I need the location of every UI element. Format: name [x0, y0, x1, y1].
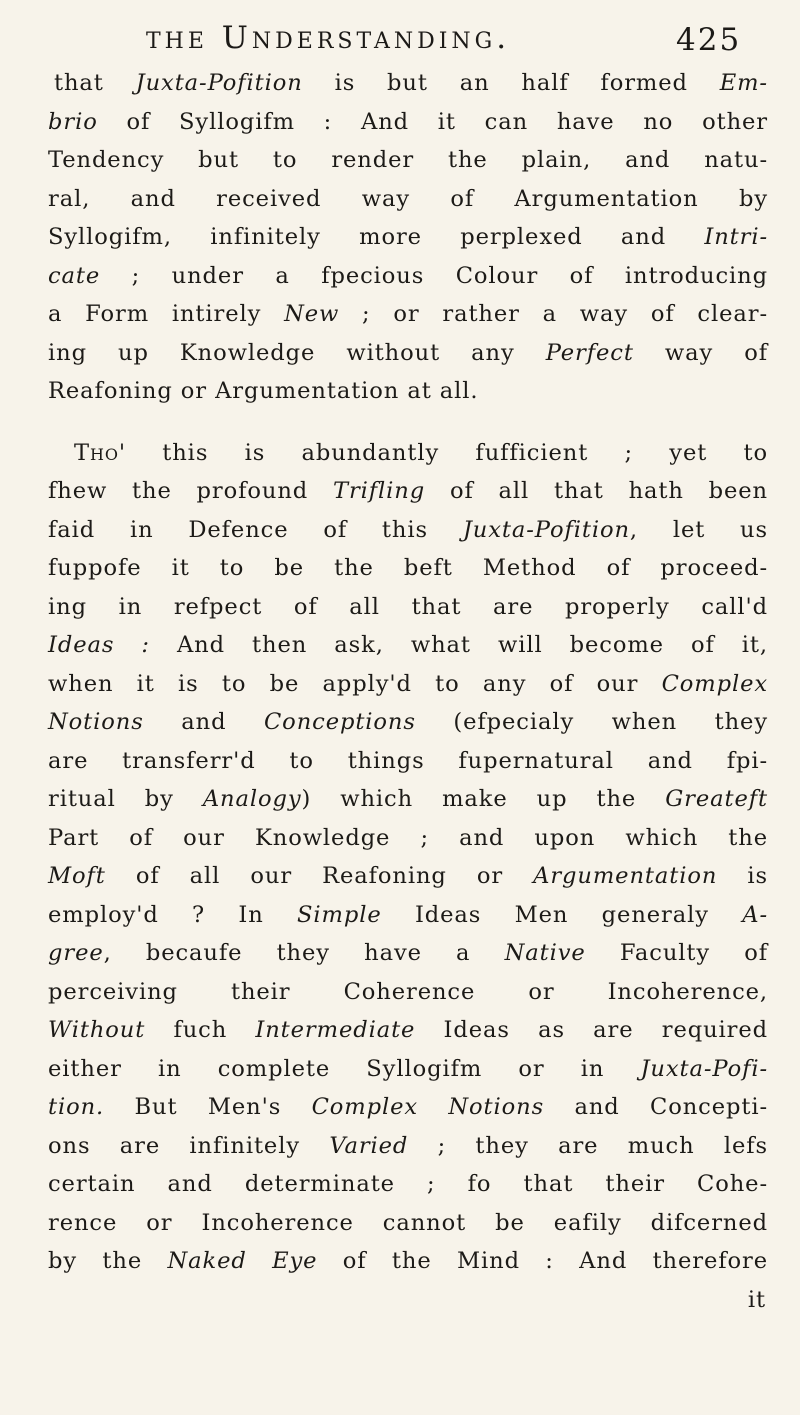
text-run: ; or rather a way of clear-: [339, 301, 768, 327]
italic-run: Analogy: [202, 786, 302, 812]
text-line: [48, 896, 768, 935]
text-run: ritual by: [48, 786, 203, 812]
paragraph-1: [48, 64, 768, 411]
text-line: [48, 1242, 768, 1281]
small-caps-run: Tho': [74, 439, 126, 466]
text-line: [48, 372, 768, 411]
text-line: [48, 434, 768, 473]
text-run: by the: [48, 1248, 168, 1274]
text-run: of all that hath been: [425, 478, 768, 504]
text-run: perceiving their Coherence or Incoherence,: [48, 978, 768, 1005]
text-run: Ideas as are required: [415, 1017, 768, 1043]
italic-run: Without: [48, 1017, 146, 1043]
italic-run: Native: [504, 940, 586, 966]
text-run: either in complete Syllogifm or in: [48, 1055, 641, 1082]
italic-run: A-: [742, 901, 768, 928]
text-run: Part of our Knowledge ; and upon which the: [48, 824, 768, 851]
italic-run: gree: [48, 940, 104, 966]
text-run: Faculty of: [585, 940, 768, 966]
text-run: Syllogifm, infinitely more perplexed and: [48, 224, 705, 250]
text-line: [48, 626, 768, 665]
italic-run: New: [284, 301, 340, 327]
text-line: [48, 334, 768, 373]
catchword: it: [747, 1286, 766, 1313]
text-line: [48, 549, 768, 588]
text-run: this is abundantly fufficient ; yet to: [125, 439, 768, 466]
italic-run: Em-: [719, 70, 768, 96]
text-run: of all our Reafoning or: [105, 863, 534, 889]
text-run: faid in Defence of this: [48, 516, 463, 543]
italic-run: cate: [48, 262, 101, 289]
text-run: fhew the profound: [48, 478, 333, 504]
text-run: Ideas Men generaly: [381, 901, 743, 928]
text-run: Tendency but to render the plain, and natu-: [48, 147, 768, 173]
running-title: the Understanding.: [146, 20, 511, 56]
text-line: [48, 1165, 768, 1204]
text-run: when it is to be apply'd to any of our: [48, 670, 662, 697]
text-run: ; under a fpecious Colour of introducing: [100, 262, 768, 289]
text-line: [48, 103, 768, 142]
text-line: [48, 1127, 768, 1166]
italic-run: Intri-: [704, 224, 768, 250]
text-line: [48, 819, 768, 858]
text-line: [48, 511, 768, 550]
text-line: [48, 665, 768, 704]
italic-run: Complex: [661, 670, 768, 697]
italic-run: Notions: [48, 709, 144, 735]
italic-run: Argumentation: [533, 863, 718, 889]
text-line: [48, 257, 768, 296]
italic-run: Naked Eye: [167, 1248, 318, 1274]
text-line: [48, 934, 768, 973]
italic-run: Complex Notions: [311, 1094, 545, 1120]
text-run: and Concepti-: [544, 1094, 768, 1120]
text-run: fuppofe it to be the beft Method of proceed-: [48, 555, 768, 581]
italic-run: Conceptions: [264, 709, 416, 735]
text-run: And then ask, what will become of it,: [149, 632, 768, 658]
text-line: [48, 973, 768, 1012]
text-run: Reafoning or Argumentation at all.: [48, 378, 479, 404]
text-run: is but an half formed: [302, 70, 720, 96]
text-run: ) which make up the: [301, 786, 666, 812]
text-run: But Men's: [104, 1094, 312, 1120]
body-text: [48, 64, 768, 1319]
italic-run: Juxta-Pofi-: [640, 1055, 768, 1082]
paragraph-gap: [48, 411, 768, 434]
text-line: [48, 1204, 768, 1243]
text-run: rence or Incoherence cannot be eafily difcerned: [48, 1209, 768, 1236]
text-line: [48, 780, 768, 819]
text-run: way of: [633, 339, 769, 366]
text-line: [48, 1011, 768, 1050]
text-run: that: [54, 70, 136, 96]
text-run: ons are infinitely: [48, 1132, 330, 1159]
text-line: [48, 1088, 768, 1127]
text-line: [48, 857, 768, 896]
italic-run: tion.: [48, 1094, 105, 1120]
text-run: of the Mind : And therefore: [317, 1248, 768, 1274]
page-header: [0, 16, 800, 64]
paragraph-2: [48, 434, 768, 1281]
text-run: and: [143, 709, 264, 735]
text-run: of Syllogifm : And it can have no other: [97, 108, 768, 135]
text-run: ral, and received way of Argumentation by: [48, 185, 768, 212]
text-run: ; they are much lefs: [408, 1132, 768, 1159]
italic-run: Perfect: [545, 339, 634, 366]
text-line: [48, 295, 768, 334]
italic-run: Varied: [329, 1132, 409, 1159]
text-line: [48, 64, 768, 103]
text-line: [48, 472, 768, 511]
text-run: , let us: [629, 516, 768, 543]
text-line: [48, 1050, 768, 1089]
text-run: certain and determinate ; fo that their Cohe-: [48, 1171, 768, 1197]
text-run: ing in refpect of all that are properly call'd: [48, 593, 768, 620]
text-run: are transferr'd to things fupernatural and fpi-: [48, 747, 768, 774]
text-run: fuch: [145, 1017, 256, 1043]
text-line: [48, 703, 768, 742]
text-run: (efpecialy when they: [415, 709, 768, 735]
text-run: a Form intirely: [48, 301, 285, 327]
text-line: [48, 742, 768, 781]
text-line: [48, 588, 768, 627]
text-run: employ'd ? In: [48, 901, 298, 928]
italic-run: Trifling: [332, 478, 426, 504]
text-line: [48, 141, 768, 180]
italic-run: Juxta-Pofition: [462, 516, 630, 543]
italic-run: Intermediate: [255, 1017, 416, 1043]
text-line: [48, 218, 768, 257]
page-number: 425: [676, 22, 742, 58]
text-run: ing up Knowledge without any: [48, 339, 546, 366]
text-run: , becaufe they have a: [103, 940, 505, 966]
text-run: is: [717, 863, 768, 889]
text-line: [48, 180, 768, 219]
italic-run: Moft: [48, 863, 106, 889]
italic-run: Ideas :: [48, 632, 150, 658]
italic-run: brio: [48, 108, 98, 135]
italic-run: Greateft: [665, 786, 768, 812]
italic-run: Simple: [297, 901, 382, 928]
italic-run: Juxta-Pofition: [135, 70, 303, 96]
